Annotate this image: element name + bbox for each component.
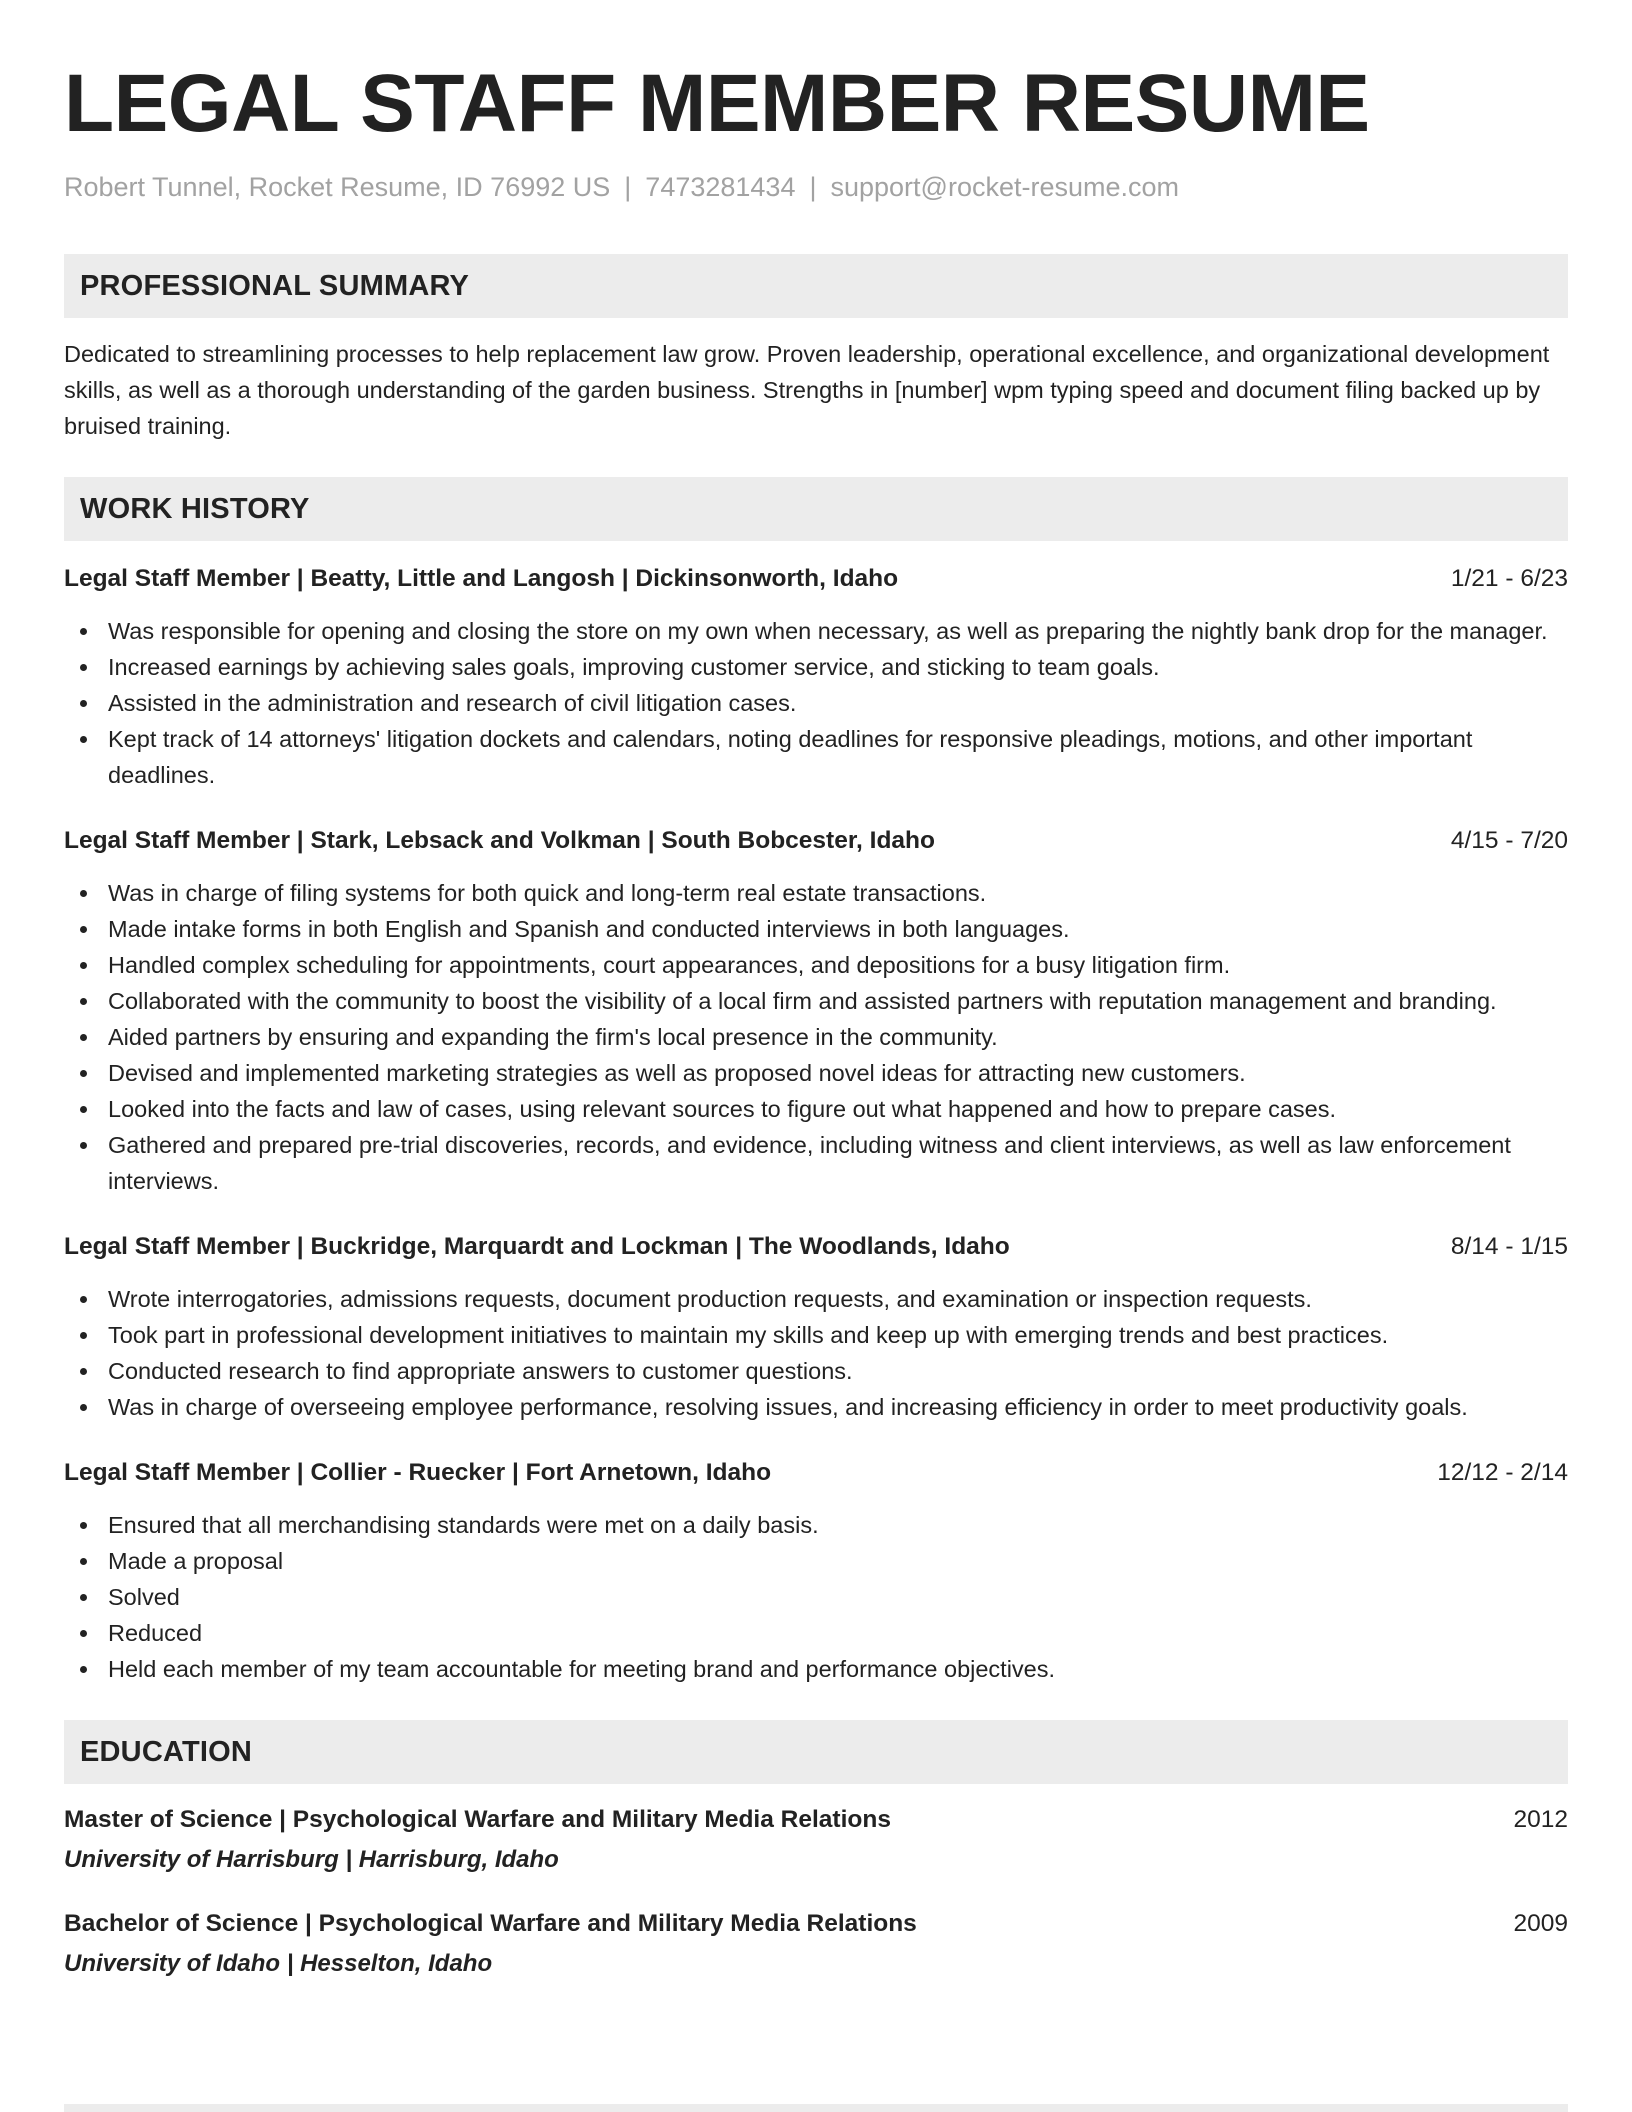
job-bullet-item bbox=[64, 1651, 1568, 1687]
bullet-icon bbox=[80, 1034, 87, 1041]
job-header bbox=[64, 1457, 1568, 1489]
education-entry bbox=[64, 1908, 1568, 1980]
job-bullet-item bbox=[64, 685, 1568, 721]
job-dates: 1/21 - 6/23 bbox=[1450, 565, 1568, 592]
job-bullet-text: Was in charge of overseeing employee performance, resolving issues, and increasing efficiency in order to meet productivity goals. bbox=[108, 1394, 1468, 1420]
bullet-icon bbox=[80, 1558, 87, 1565]
job-bullet-text: Wrote interrogatories, admissions requests, document production requests, and examination or inspection requests. bbox=[108, 1286, 1312, 1312]
job-bullet-text: Devised and implemented marketing strategies as well as proposed novel ideas for attracting new customers. bbox=[108, 1060, 1246, 1086]
job-title: Legal Staff Member | Buckridge, Marquardt and Lockman | The Woodlands, Idaho bbox=[64, 1233, 1010, 1260]
job-bullet-list bbox=[64, 1281, 1568, 1425]
education-school: University of Idaho | Hesselton, Idaho bbox=[64, 1950, 493, 1977]
job-bullet-item bbox=[64, 1281, 1568, 1317]
bullet-icon bbox=[80, 926, 87, 933]
job-entry bbox=[64, 825, 1568, 1199]
job-bullet-item bbox=[64, 875, 1568, 911]
job-title: Legal Staff Member | Stark, Lebsack and Volkman | South Bobcester, Idaho bbox=[64, 827, 935, 854]
job-bullet-text: Made a proposal bbox=[108, 1548, 284, 1574]
bullet-icon bbox=[80, 1404, 87, 1411]
education-entry bbox=[64, 1804, 1568, 1876]
job-bullet-text: Took part in professional development initiatives to maintain my skills and keep up with emerging trends and best practices. bbox=[108, 1322, 1389, 1348]
job-bullet-text: Ensured that all merchandising standards were met on a daily basis. bbox=[108, 1512, 819, 1538]
bullet-icon bbox=[80, 664, 87, 671]
job-bullet-item bbox=[64, 1507, 1568, 1543]
job-dates: 8/14 - 1/15 bbox=[1450, 1233, 1568, 1260]
bullet-icon bbox=[80, 1666, 87, 1673]
job-bullet-text: Handled complex scheduling for appointments, court appearances, and depositions for a busy litigation firm. bbox=[108, 952, 1231, 978]
job-bullet-item bbox=[64, 721, 1568, 793]
job-bullet-item bbox=[64, 1055, 1568, 1091]
job-bullet-list bbox=[64, 875, 1568, 1199]
education-year: 2012 bbox=[1513, 1806, 1568, 1833]
job-header bbox=[64, 825, 1568, 857]
bullet-icon bbox=[80, 1332, 87, 1339]
job-bullet-item bbox=[64, 649, 1568, 685]
job-bullet-text: Collaborated with the community to boost the visibility of a local firm and assisted partners with reputation management and branding. bbox=[108, 988, 1497, 1014]
job-bullet-item bbox=[64, 1317, 1568, 1353]
contact-phone: 7473281434 bbox=[645, 172, 796, 202]
education-header bbox=[64, 1908, 1568, 1940]
job-bullet-text: Assisted in the administration and research of civil litigation cases. bbox=[108, 690, 797, 716]
bullet-icon bbox=[80, 962, 87, 969]
job-bullet-list bbox=[64, 1507, 1568, 1687]
bullet-icon bbox=[80, 1142, 87, 1149]
section-heading-summary: PROFESSIONAL SUMMARY bbox=[64, 254, 1568, 318]
job-bullet-item bbox=[64, 1091, 1568, 1127]
job-bullet-item bbox=[64, 1543, 1568, 1579]
bullet-icon bbox=[80, 1296, 87, 1303]
job-bullet-item bbox=[64, 1615, 1568, 1651]
job-bullet-item bbox=[64, 983, 1568, 1019]
bullet-icon bbox=[80, 736, 87, 743]
contact-address: Robert Tunnel, Rocket Resume, ID 76992 US bbox=[64, 172, 611, 202]
education-school: University of Harrisburg | Harrisburg, Idaho bbox=[64, 1846, 559, 1873]
job-bullet-text: Reduced bbox=[108, 1620, 203, 1646]
job-bullet-text: Was in charge of filing systems for both quick and long-term real estate transactions. bbox=[108, 880, 987, 906]
job-entry bbox=[64, 1457, 1568, 1687]
job-header bbox=[64, 563, 1568, 595]
contact-line bbox=[64, 170, 1568, 204]
education-year: 2009 bbox=[1513, 1910, 1568, 1937]
job-bullet-text: Conducted research to find appropriate answers to customer questions. bbox=[108, 1358, 853, 1384]
job-bullet-text: Solved bbox=[108, 1584, 180, 1610]
bullet-icon bbox=[80, 628, 87, 635]
section-heading-education: EDUCATION bbox=[64, 1720, 1568, 1784]
education-header bbox=[64, 1804, 1568, 1836]
job-bullet-text: Aided partners by ensuring and expanding the firm's local presence in the community. bbox=[108, 1024, 998, 1050]
bullet-icon bbox=[80, 1368, 87, 1375]
job-header bbox=[64, 1231, 1568, 1263]
contact-separator: | bbox=[809, 172, 817, 202]
contact-email: support@rocket-resume.com bbox=[830, 172, 1180, 202]
bullet-icon bbox=[80, 998, 87, 1005]
job-bullet-list bbox=[64, 613, 1568, 793]
section-divider bbox=[64, 2104, 1568, 2112]
job-bullet-item bbox=[64, 911, 1568, 947]
job-bullet-item bbox=[64, 1127, 1568, 1199]
job-dates: 4/15 - 7/20 bbox=[1450, 827, 1568, 854]
education-list bbox=[64, 1804, 1568, 1980]
job-bullet-text: Looked into the facts and law of cases, using relevant sources to figure out what happened and how to prepare cases. bbox=[108, 1096, 1337, 1122]
job-title: Legal Staff Member | Beatty, Little and Langosh | Dickinsonworth, Idaho bbox=[64, 565, 899, 592]
job-bullet-text: Was responsible for opening and closing the store on my own when necessary, as well as preparing the nightly bank drop for the manager. bbox=[108, 618, 1548, 644]
job-bullet-text: Increased earnings by achieving sales goals, improving customer service, and sticking to team goals. bbox=[108, 654, 1160, 680]
job-bullet-item bbox=[64, 1389, 1568, 1425]
bullet-icon bbox=[80, 1106, 87, 1113]
job-title: Legal Staff Member | Collier - Ruecker | Fort Arnetown, Idaho bbox=[64, 1459, 772, 1486]
bullet-icon bbox=[80, 700, 87, 707]
job-bullet-item bbox=[64, 1353, 1568, 1389]
job-entry bbox=[64, 1231, 1568, 1425]
job-bullet-text: Kept track of 14 attorneys' litigation dockets and calendars, noting deadlines for responsive pleadings, motions, and other important deadlines. bbox=[108, 726, 1473, 788]
education-degree: Bachelor of Science | Psychological Warfare and Military Media Relations bbox=[64, 1910, 917, 1937]
job-bullet-text: Held each member of my team accountable for meeting brand and performance objectives. bbox=[108, 1656, 1056, 1682]
education-degree: Master of Science | Psychological Warfare and Military Media Relations bbox=[64, 1806, 891, 1833]
job-dates: 12/12 - 2/14 bbox=[1437, 1459, 1568, 1486]
work-history-list bbox=[64, 563, 1568, 1687]
job-bullet-item bbox=[64, 947, 1568, 983]
contact-separator: | bbox=[624, 172, 632, 202]
job-entry bbox=[64, 563, 1568, 793]
job-bullet-text: Gathered and prepared pre-trial discoveries, records, and evidence, including witness and client interviews, as well as law enforcement interviews. bbox=[108, 1132, 1511, 1194]
bullet-icon bbox=[80, 1522, 87, 1529]
job-bullet-item bbox=[64, 613, 1568, 649]
job-bullet-item bbox=[64, 1579, 1568, 1615]
bullet-icon bbox=[80, 1594, 87, 1601]
job-bullet-item bbox=[64, 1019, 1568, 1055]
bullet-icon bbox=[80, 1070, 87, 1077]
resume-title: LEGAL STAFF MEMBER RESUME bbox=[64, 58, 1370, 149]
bullet-icon bbox=[80, 890, 87, 897]
bullet-icon bbox=[80, 1630, 87, 1637]
section-heading-work-history: WORK HISTORY bbox=[64, 477, 1568, 541]
summary-text: Dedicated to streamlining processes to help replacement law grow. Proven leadership, operational excellence, and organizational development skills, as well as a thorough understanding of the garden business. Strengths in [number] wpm typing speed and document filing backed up by bruised training. bbox=[64, 341, 1550, 439]
job-bullet-text: Made intake forms in both English and Spanish and conducted interviews in both languages. bbox=[108, 916, 1070, 942]
resume-page bbox=[64, 58, 1568, 1980]
